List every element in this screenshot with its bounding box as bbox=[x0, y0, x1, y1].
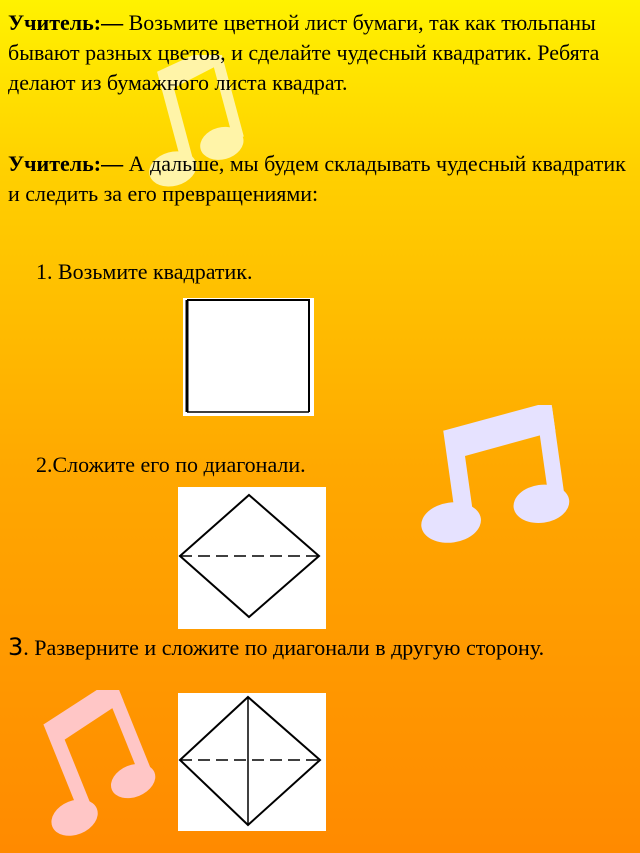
speaker-label: Учитель: bbox=[8, 151, 102, 176]
dialogue-paragraph-2 bbox=[8, 149, 628, 209]
speaker-dash: — bbox=[101, 10, 124, 35]
dialogue-text: А дальше, мы будем складывать чудесный квадратик и следить за его превращениями: bbox=[8, 151, 626, 206]
speaker-label: Учитель: bbox=[8, 10, 102, 35]
dialogue-text: Возьмите цветной лист бумаги, так как тюльпаны бывают разных цветов, и сделайте чудесный квадратик. Ребята делают из бумажного листа квадрат. bbox=[8, 10, 600, 95]
step-3-number: 3 bbox=[8, 633, 24, 661]
square-figure bbox=[183, 298, 314, 416]
step-2-label: 2.Сложите его по диагонали. bbox=[36, 452, 306, 477]
music-note-icon-bottom bbox=[20, 690, 160, 840]
diagonal-fold-figure bbox=[178, 487, 326, 629]
speaker-dash: — bbox=[101, 151, 124, 176]
step-3-label bbox=[8, 632, 608, 663]
dialogue-paragraph-1 bbox=[8, 8, 628, 98]
step-3-text: . Разверните и сложите по диагонали в другую сторону. bbox=[23, 635, 545, 660]
step-1-label: 1. Возьмите квадратик. bbox=[36, 259, 253, 284]
cross-fold-figure bbox=[178, 693, 326, 831]
music-note-icon-right bbox=[415, 405, 590, 545]
